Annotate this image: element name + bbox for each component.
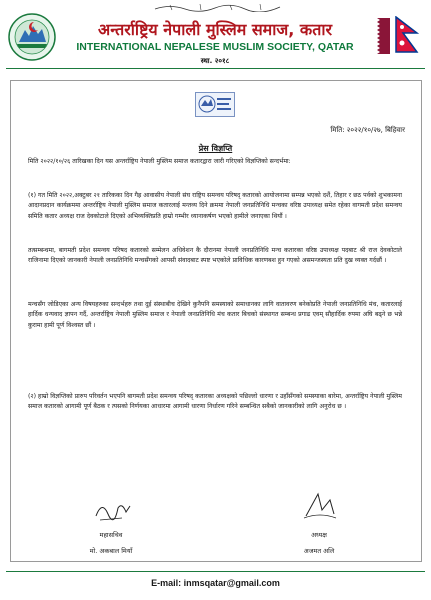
- president-name: अजमत अलि: [303, 547, 335, 555]
- footer-divider: [6, 571, 425, 572]
- general-secretary-title: महासचिव: [99, 531, 123, 539]
- header-divider: [6, 68, 425, 69]
- seal-logo-icon: [195, 92, 235, 117]
- bismillah-calligraphy: [150, 2, 290, 12]
- qatar-flag-icon: [370, 18, 390, 54]
- paragraph-3: मन्चसँग जोडिएका अन्य विषयहरुका सन्दर्भहरु तथा दुई संस्थाबीच देखिने कुनैपनि समस्याको समाधानका लागि वातावरण बनेकोप्रति नेपाली जनप्रतिनिधि मंच, कतारलाई हार्दिक धन्यवाद ज्ञापन गर्दै, अन्तर्राष्ट्रिय नेपाली मुस्लिम समाज र नेपाली जनप्रतिनिधि मंच कतार बिचको संस्थागत सम्बन्ध प्रगाढ एवम् सौहार्दिक रुपमा अघि बढ्ने छ भन्ने कुरामा हामी पूर्ण विश्वस्त छौं ।: [28, 301, 402, 329]
- paragraph-2: तत्सम्बन्धमा, बागमती प्रदेश समन्वय परिषद कतारको सम्मेलन अधिवेशन कै दौरानमा नेपाली जनप्रतिनिधि मन्च कतारका वरिष्ठ उपाध्यक्ष पदबाट श्री राज देवकोटाले राजिनामा दिएको जानकारी नेपाली जनप्रतिनिधि मन्चसँगको आपसी संवादबाट स्पष्ट भएकोले प्राविधिक कारणबश हुन गएको असमन्जस्यता प्रति दुख व्यक्त गर्दछौं ।: [28, 247, 402, 265]
- contact-email: E-mail: inmsqatar@gmail.com: [151, 578, 280, 588]
- established-year: स्था. २०१८: [200, 57, 230, 65]
- date-line: मिति: २०२२/१०/२७, बिहिवार: [330, 126, 405, 134]
- president-title: अध्यक्ष: [311, 531, 327, 539]
- general-secretary-name: मो. अकबाल मियाँ: [89, 547, 133, 555]
- nepal-flag-icon: [395, 16, 419, 54]
- paragraph-1: (१) गत मिति २०२२,अक्टुबर २१ तारिकका दिन गैह्र आवासीय नेपाली संघ राष्ट्रिय समन्वय परिषद् कतारको आयोजनामा सम्पन्न भएको दशैं, तिहार र छठ पर्वको शुभकामना आदानप्रदान कार्यक्रममा अन्तर्राष्ट्रिय नेपाली मुस्लिम समाज कतारलाई मन्तव्य दिने क्रममा नेपाली जनप्रतिनिधि मन्चका वरिष्ठ उपाध्यक्ष समेत रहेका वागमती प्रदेश समन्वय समिति कतार अध्यक्ष राज देवकोटाले दिएको अभिव्यक्तिप्रति हाम्रो गम्भीर ध्यानाकर्षण भएको हामीले जनाएका थियौं ।: [28, 192, 402, 220]
- paragraph-intro: मिति २०२२/१०/२६ तारिखका दिन यस अन्तर्राष्ट्रिय नेपाली मुस्लिम समाज कतारद्वारा जारी गरिएको विज्ञप्तिको सन्दर्भमा:: [28, 158, 291, 165]
- general-secretary-signature: [92, 496, 134, 524]
- press-release-heading: प्रेस विज्ञप्ति: [198, 144, 233, 153]
- organization-title-english: INTERNATIONAL NEPALESE MUSLIM SOCIETY, QATAR: [76, 41, 354, 53]
- organization-title-nepali: अन्तर्राष्ट्रिय नेपाली मुस्लिम समाज, कतार: [97, 20, 333, 39]
- paragraph-4: (२) हाम्रो विज्ञप्तिको प्रारुप परिवर्तन भएपनि बागमती प्रदेश समन्वय परिषद् कतारका अध्यक्षको पछिल्लो धारणा र उहाँसँगको समस्याका बारेमा, अन्तर्राष्ट्रिय नेपाली मुस्लिम समाज कतारको आगामी पूर्ण बैठक र त्यसको निर्णयका आधारमा आगामी धारणा निर्धारण गरिने सम्बन्धित सबैको जानकारीको लागि अनुरोध छ ।: [28, 393, 402, 411]
- society-logo-icon: [7, 12, 57, 62]
- president-signature: [300, 490, 340, 522]
